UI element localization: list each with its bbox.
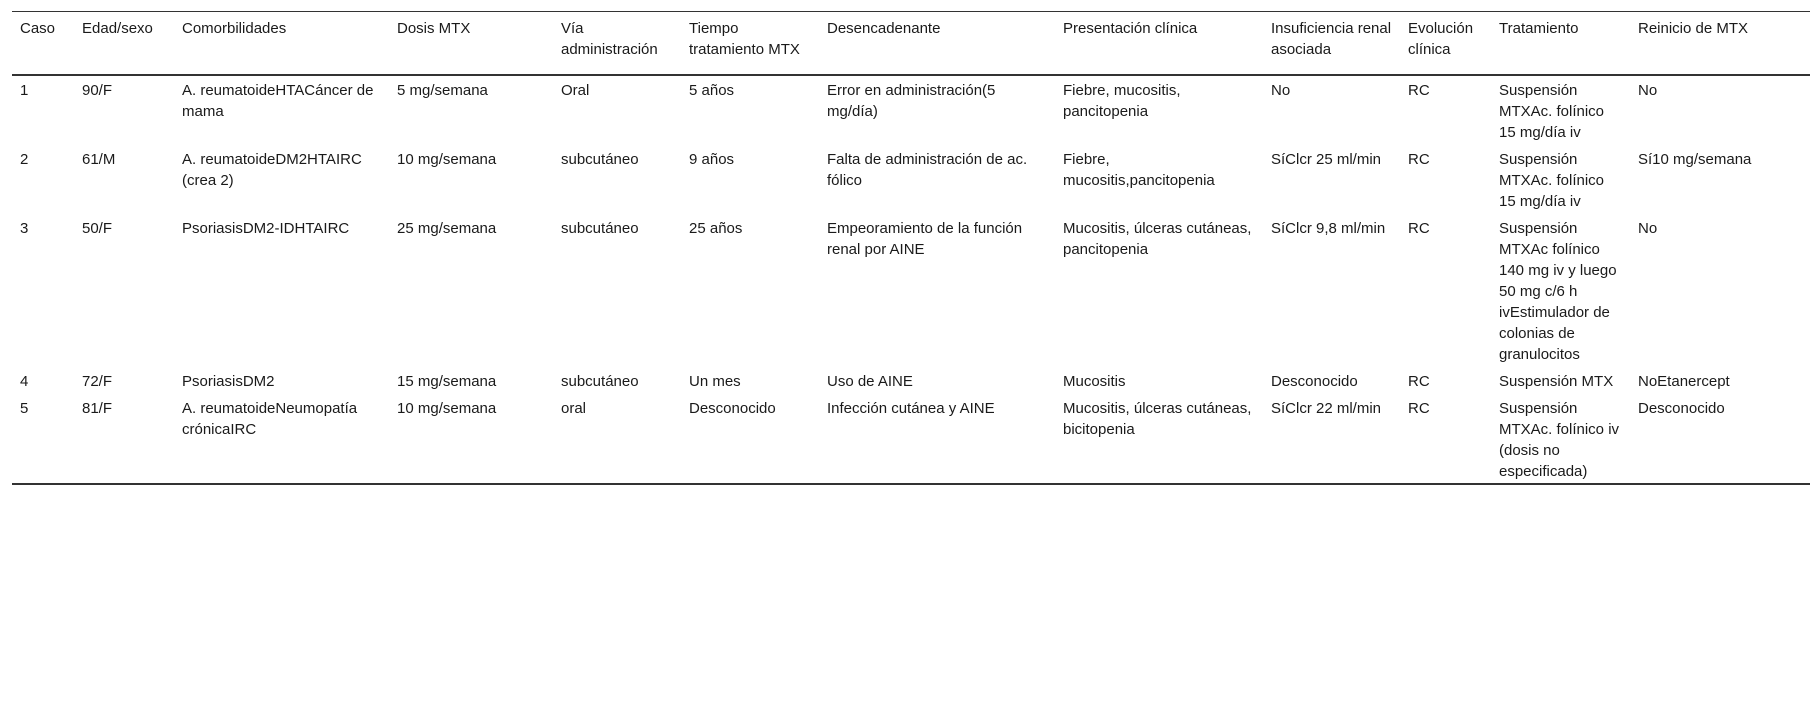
cell-dosis-mtx: 5 mg/semana xyxy=(397,82,488,99)
cell-caso: 1 xyxy=(20,82,29,99)
cell-insuficiencia-renal: SíClcr 9,8 ml/min xyxy=(1271,220,1386,237)
header-tiempo-tratamiento: Tiempo tratamiento MTX xyxy=(689,20,800,58)
cell-caso: 4 xyxy=(20,373,29,390)
cell-caso: 5 xyxy=(20,400,29,417)
header-tratamiento: Tratamiento xyxy=(1499,20,1579,37)
table-row xyxy=(12,393,1810,484)
cell-edad-sexo: 81/F xyxy=(82,400,113,417)
cell-insuficiencia-renal: SíClcr 22 ml/min xyxy=(1271,400,1382,417)
cell-edad-sexo: 90/F xyxy=(82,82,113,99)
cell-evolucion-clinica: RC xyxy=(1408,151,1430,168)
cell-reinicio-mtx: No xyxy=(1638,82,1658,99)
header-via-administracion: Vía administración xyxy=(561,20,658,58)
cell-insuficiencia-renal: No xyxy=(1271,82,1291,99)
cell-via-administracion: subcutáneo xyxy=(561,220,639,237)
header-dosis-mtx: Dosis MTX xyxy=(397,20,471,37)
case-table-container xyxy=(12,11,1810,485)
header-evolucion-clinica: Evolución clínica xyxy=(1408,20,1474,58)
cell-evolucion-clinica: RC xyxy=(1408,220,1430,237)
cell-evolucion-clinica: RC xyxy=(1408,82,1430,99)
cell-tratamiento: Suspensión MTXAc. folínico iv (dosis no especificada) xyxy=(1499,400,1620,480)
cell-comorbilidades: A. reumatoideHTACáncer de mama xyxy=(182,82,374,120)
cell-presentacion-clinica: Mucositis xyxy=(1063,373,1126,390)
cell-presentacion-clinica: Fiebre, mucositis, pancitopenia xyxy=(1063,82,1181,120)
header-caso: Caso xyxy=(20,20,56,37)
cell-tiempo-tratamiento: 5 años xyxy=(689,82,735,99)
cell-edad-sexo: 72/F xyxy=(82,373,113,390)
cell-desencadenante: Empeoramiento de la función renal por AINE xyxy=(827,220,1023,258)
cell-desencadenante: Falta de administración de ac. fólico xyxy=(827,151,1028,189)
cell-comorbilidades: A. reumatoideDM2HTAIRC (crea 2) xyxy=(182,151,362,189)
cell-evolucion-clinica: RC xyxy=(1408,400,1430,417)
header-row xyxy=(12,12,1810,76)
cell-tiempo-tratamiento: 9 años xyxy=(689,151,735,168)
cell-edad-sexo: 61/M xyxy=(82,151,116,168)
header-insuficiencia-renal: Insuficiencia renal asociada xyxy=(1271,20,1392,58)
cell-comorbilidades: PsoriasisDM2 xyxy=(182,373,275,390)
cell-tiempo-tratamiento: 25 años xyxy=(689,220,743,237)
cell-via-administracion: oral xyxy=(561,400,587,417)
table-row xyxy=(12,366,1810,393)
cell-tratamiento: Suspensión MTX xyxy=(1499,373,1614,390)
cell-tratamiento: Suspensión MTXAc. folínico 15 mg/día iv xyxy=(1499,151,1605,210)
cell-presentacion-clinica: Mucositis, úlceras cutáneas, bicitopenia xyxy=(1063,400,1252,438)
header-desencadenante: Desencadenante xyxy=(827,20,941,37)
cell-dosis-mtx: 10 mg/semana xyxy=(397,151,497,168)
table-row xyxy=(12,144,1810,213)
cell-caso: 3 xyxy=(20,220,29,237)
case-table xyxy=(12,11,1810,485)
cell-dosis-mtx: 10 mg/semana xyxy=(397,400,497,417)
header-comorbilidades: Comorbilidades xyxy=(182,20,287,37)
cell-via-administracion: Oral xyxy=(561,82,590,99)
cell-dosis-mtx: 15 mg/semana xyxy=(397,373,497,390)
cell-edad-sexo: 50/F xyxy=(82,220,113,237)
cell-insuficiencia-renal: SíClcr 25 ml/min xyxy=(1271,151,1382,168)
cell-reinicio-mtx: NoEtanercept xyxy=(1638,373,1730,390)
header-presentacion-clinica: Presentación clínica xyxy=(1063,20,1198,37)
cell-desencadenante: Infección cutánea y AINE xyxy=(827,400,995,417)
cell-reinicio-mtx: No xyxy=(1638,220,1658,237)
cell-presentacion-clinica: Mucositis, úlceras cutáneas, pancitopenia xyxy=(1063,220,1252,258)
cell-evolucion-clinica: RC xyxy=(1408,373,1430,390)
cell-comorbilidades: A. reumatoideNeumopatía crónicaIRC xyxy=(182,400,358,438)
header-edad-sexo: Edad/sexo xyxy=(82,20,153,37)
cell-insuficiencia-renal: Desconocido xyxy=(1271,373,1358,390)
cell-reinicio-mtx: Desconocido xyxy=(1638,400,1725,417)
cell-presentacion-clinica: Fiebre, mucositis,pancitopenia xyxy=(1063,151,1215,189)
cell-tratamiento: Suspensión MTXAc folínico 140 mg iv y luego 50 mg c/6 h ivEstimulador de colonias de granulocitos xyxy=(1499,220,1617,363)
cell-tratamiento: Suspensión MTXAc. folínico 15 mg/día iv xyxy=(1499,82,1605,141)
cell-caso: 2 xyxy=(20,151,29,168)
cell-reinicio-mtx: Sí10 mg/semana xyxy=(1638,151,1752,168)
table-header xyxy=(12,12,1810,76)
table-row xyxy=(12,213,1810,366)
table-row xyxy=(12,75,1810,144)
cell-desencadenante: Error en administración(5 mg/día) xyxy=(827,82,996,120)
table-body xyxy=(12,75,1810,484)
cell-comorbilidades: PsoriasisDM2-IDHTAIRC xyxy=(182,220,350,237)
cell-dosis-mtx: 25 mg/semana xyxy=(397,220,497,237)
cell-tiempo-tratamiento: Un mes xyxy=(689,373,741,390)
header-reinicio-mtx: Reinicio de MTX xyxy=(1638,20,1749,37)
cell-via-administracion: subcutáneo xyxy=(561,151,639,168)
cell-tiempo-tratamiento: Desconocido xyxy=(689,400,776,417)
cell-desencadenante: Uso de AINE xyxy=(827,373,913,390)
cell-via-administracion: subcutáneo xyxy=(561,373,639,390)
